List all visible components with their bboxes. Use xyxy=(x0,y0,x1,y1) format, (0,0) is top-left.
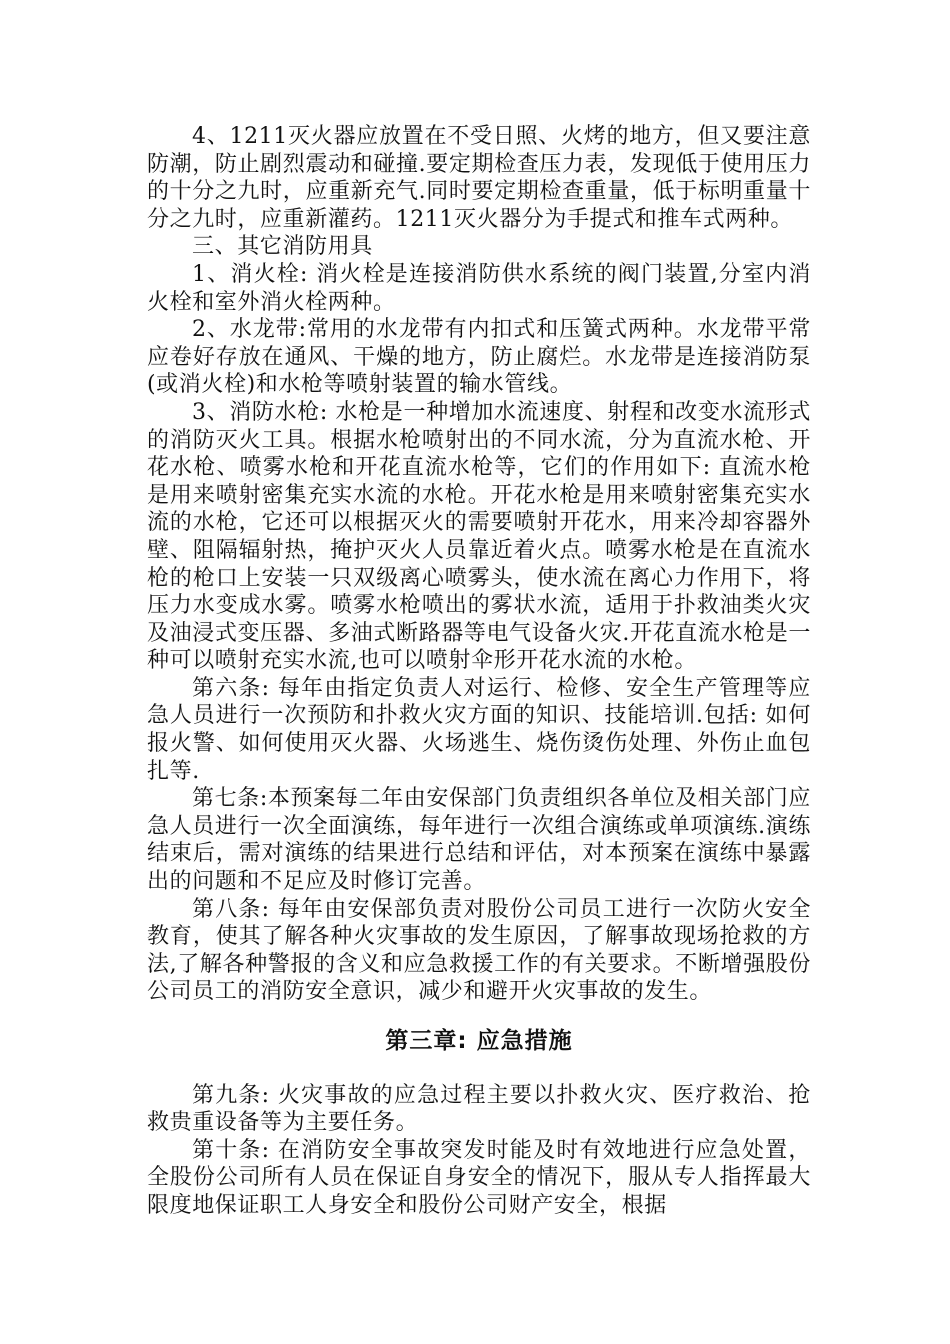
paragraph-1211-extinguisher: 4、1211灭火器应放置在不受日照、火烤的地方，但又要注意防潮，防止剧烈震动和碰撞.要定期检查压力表，发现低于使用压力的十分之九时，应重新充气.同时要定期检查重量，低于标明重量十分之九时，应重新灌药。1211灭火器分为手提式和推车式两种。 xyxy=(147,124,811,232)
paragraph-article-7: 第七条:本预案每二年由安保部门负责组织各单位及相关部门应急人员进行一次全面演练，每年进行一次组合演练或单项演练.演练结束后，需对演练的结果进行总结和评估，对本预案在演练中暴露出的问题和不足应及时修订完善。 xyxy=(147,786,811,895)
paragraph-article-8: 第八条: 每年由安保部负责对股份公司员工进行一次防火安全教育，使其了解各种火灾事故的发生原因，了解事故现场抢救的方法,了解各种警报的含义和应急救援工作的有关要求。不断增强股份公司员工的消防安全意识，减少和避开火灾事故的发生。 xyxy=(147,896,811,1005)
paragraph-fire-hose: 2、水龙带:常用的水龙带有内扣式和压簧式两种。水龙带平常应卷好存放在通风、干燥的地方，防止腐烂。水龙带是连接消防泵(或消火栓)和水枪等喷射装置的输水管线。 xyxy=(147,317,811,398)
paragraph-fire-hydrant: 1、消火栓: 消火栓是连接消防供水系统的阀门装置,分室内消火栓和室外消火栓两种。 xyxy=(147,261,811,315)
paragraph-article-10: 第十条: 在消防安全事故突发时能及时有效地进行应急处置，全股份公司所有人员在保证自身安全的情况下，服从专人指挥最大限度地保证职工人身安全和股份公司财产安全，根据 xyxy=(147,1137,811,1218)
paragraph-article-9: 第九条: 火灾事故的应急过程主要以扑救火灾、医疗救治、抢救贵重设备等为主要任务。 xyxy=(147,1082,811,1136)
chapter-heading: 第三章: 应急措施 xyxy=(385,1028,573,1054)
paragraph-article-6: 第六条: 每年由指定负责人对运行、检修、安全生产管理等应急人员进行一次预防和扑救火灾方面的知识、技能培训.包括: 如何报火警、如何使用灭火器、火场逃生、烧伤烫伤处理、外伤止血包扎等. xyxy=(147,675,811,784)
section-heading-other-equipment: 三、其它消防用具 xyxy=(192,234,373,260)
paragraph-fire-nozzle: 3、消防水枪: 水枪是一种增加水流速度、射程和改变水流形式的消防灭火工具。根据水枪喷射出的不同水流，分为直流水枪、开花水枪、喷雾水枪和开花直流水枪等，它们的作用如下: 直流水枪是用来喷射密集充实水流的水枪。开花水枪是用来喷射密集充实水流的水枪，它还可以根据灭火的需要喷射开花水，用来冷却容器外壁、阻隔辐射热，掩护灭火人员靠近着火点。喷雾水枪是在直流水枪的枪口上安装一只双级离心喷雾头，使水流在离心力作用下，将压力水变成水雾。喷雾水枪喷出的雾状水流，适用于扑救油类火灾及油浸式变压器、多油式断路器等电气设备火灾.开花直流水枪是一种可以喷射充实水流,也可以喷射伞形开花水流的水枪。 xyxy=(147,399,811,674)
document-body xyxy=(147,123,811,1220)
